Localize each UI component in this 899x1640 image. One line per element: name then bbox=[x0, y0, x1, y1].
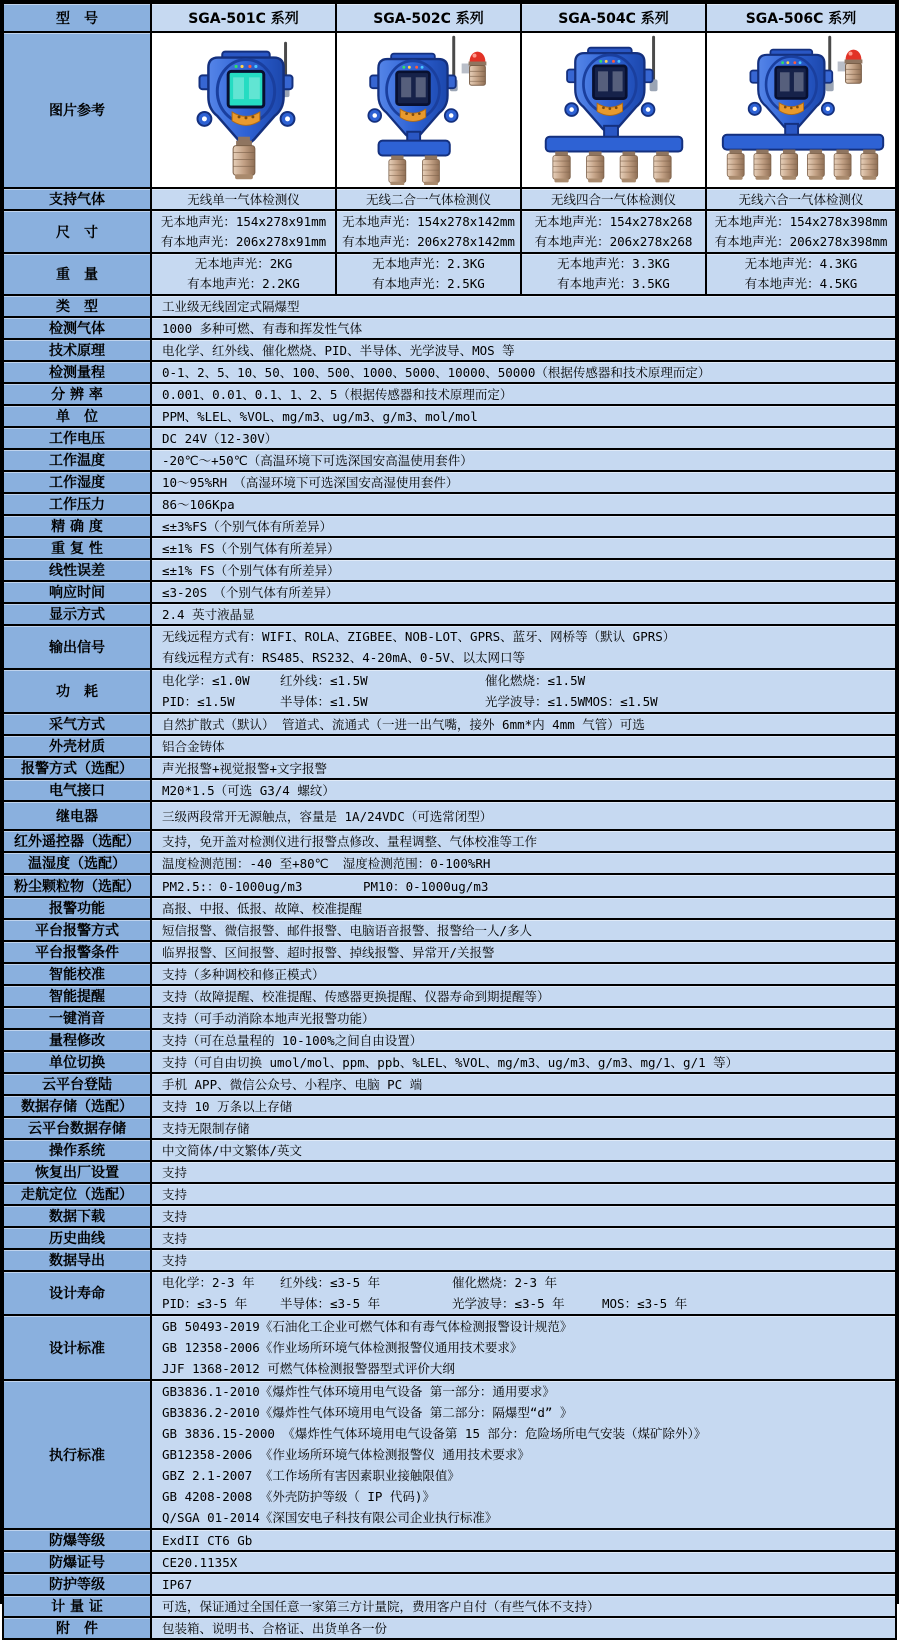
row-label-unit: 单 位 bbox=[3, 405, 151, 427]
row-value-data-storage: 支持 10 万条以上存储 bbox=[151, 1095, 896, 1117]
row-value-range: 0-1、2、5、10、50、100、500、1000、5000、10000、50000（根据传感器和技术原理而定） bbox=[151, 361, 896, 383]
spec-row-history-curve bbox=[3, 1227, 896, 1249]
lifetime-item: 催化燃烧：2-3 年 bbox=[452, 1275, 558, 1290]
model-header-sga-506c: SGA-506C 系列 bbox=[706, 3, 896, 32]
spec-row-voltage bbox=[3, 427, 896, 449]
output-signal-wired: 有线远程方式有：RS485、RS232、4-20mA、0-5V、以太网口等 bbox=[162, 650, 526, 665]
row-label-voltage: 工作电压 bbox=[3, 427, 151, 449]
row-label-temp-humidity: 温湿度（选配） bbox=[3, 852, 151, 874]
dimensions-501c bbox=[151, 210, 336, 253]
row-value-metrology-cert: 可选，保证通过全国任意一家第三方计量院，费用客户自付（有些气体不支持） bbox=[151, 1595, 896, 1617]
dimensions-502c bbox=[336, 210, 521, 253]
spec-row-work-temp bbox=[3, 449, 896, 471]
spec-row-principle bbox=[3, 339, 896, 361]
power-item: MOS：≤1.5W bbox=[585, 694, 658, 709]
exec-standard-line: GB3836.2-2010《爆炸性气体环境用电气设备 第二部分：隔爆型“d” 》 bbox=[162, 1405, 573, 1420]
spec-row-ir-remote bbox=[3, 830, 896, 852]
design-standard-row bbox=[3, 1315, 896, 1380]
row-label-smart-reminder: 智能提醒 bbox=[3, 985, 151, 1007]
output-signal-wireless: 无线远程方式有：WIFI、ROLA、ZIGBEE、NOB-LOT、GPRS、蓝牙、网桥等（默认 GPRS） bbox=[162, 629, 676, 644]
spec-row-factory-reset bbox=[3, 1161, 896, 1183]
row-label-dust: 粉尘颗粒物（选配） bbox=[3, 874, 151, 897]
dimension-line: 无本地声光：154x278x91mm bbox=[160, 213, 327, 229]
supported-gas-504c: 无线四合一气体检测仪 bbox=[521, 188, 706, 210]
spec-row-type bbox=[3, 295, 896, 317]
weight-line: 无本地声光：3.3KG bbox=[557, 256, 670, 271]
row-value-detect-gas: 1000 多种可燃、有毒和挥发性气体 bbox=[151, 317, 896, 339]
power-item: 光学波导：≤1.5W bbox=[485, 694, 586, 709]
row-label-explosion-class: 防爆等级 bbox=[3, 1529, 151, 1551]
row-value-gps: 支持 bbox=[151, 1183, 896, 1205]
row-value-accuracy: ≤±3%FS（个别气体有所差异） bbox=[151, 515, 896, 537]
row-value-voltage: DC 24V（12-30V） bbox=[151, 427, 896, 449]
row-label-housing: 外壳材质 bbox=[3, 735, 151, 757]
exec-standard-line: GBZ 2.1-2007 《工作场所有害因素职业接触限值》 bbox=[162, 1468, 460, 1483]
supported-gas-501c: 无线单一气体检测仪 bbox=[151, 188, 336, 210]
row-value-smart-calibration: 支持（多种调校和修正模式） bbox=[151, 963, 896, 985]
row-label-detect-gas: 检测气体 bbox=[3, 317, 151, 339]
row-value-unit-switch: 支持（可自由切换 umol/mol、ppm、ppb、%LEL、%VOL、mg/m3、ug/m3、g/m3、mg/1、g/1 等） bbox=[151, 1051, 896, 1073]
image-row bbox=[3, 32, 896, 188]
dust-row bbox=[3, 874, 896, 897]
row-label-design-standard: 设计标准 bbox=[3, 1315, 151, 1380]
dimension-line: 有本地声光：206x278x398mm bbox=[714, 233, 888, 249]
spec-row-smart-reminder bbox=[3, 985, 896, 1007]
lifetime-item: 半导体：≤3-5 年 bbox=[280, 1296, 381, 1311]
output-signal-row bbox=[3, 625, 896, 669]
row-label-os: 操作系统 bbox=[3, 1139, 151, 1161]
lifetime-item: PID：≤3-5 年 bbox=[162, 1296, 248, 1311]
exec-standard-line: GB 4208-2008 《外壳防护等级（ IP 代码)》 bbox=[162, 1489, 435, 1504]
row-value-work-humidity: 10～95%RH （高湿环境下可选深国安高湿使用套件） bbox=[151, 471, 896, 493]
row-label-exec-standard: 执行标准 bbox=[3, 1380, 151, 1529]
row-label-image: 图片参考 bbox=[3, 32, 151, 188]
design-standard-line: JJF 1368-2012 可燃气体检测报警器型式评价大纲 bbox=[162, 1361, 455, 1376]
spec-row-response-time bbox=[3, 581, 896, 603]
row-label-metrology-cert: 计 量 证 bbox=[3, 1595, 151, 1617]
row-value-electrical-interface: M20*1.5（可选 G3/4 螺纹） bbox=[151, 779, 896, 801]
row-value-exec-standard bbox=[151, 1380, 896, 1529]
row-value-explosion-class: ExdII CT6 Gb bbox=[151, 1529, 896, 1551]
row-label-gps: 走航定位（选配） bbox=[3, 1183, 151, 1205]
row-label-sampling: 采气方式 bbox=[3, 713, 151, 735]
humidity-range: 湿度检测范围：0-100%RH bbox=[342, 856, 491, 871]
exec-standard-line: GB3836.1-2010《爆炸性气体环境用电气设备 第一部分：通用要求》 bbox=[162, 1384, 555, 1399]
row-label-type: 类 型 bbox=[3, 295, 151, 317]
model-header-row bbox=[3, 3, 896, 32]
row-value-unit: PPM、%LEL、%VOL、mg/m3、ug/m3、g/m3、mol/mol bbox=[151, 405, 896, 427]
spec-row-one-key-mute bbox=[3, 1007, 896, 1029]
device-image-sga-501c bbox=[152, 35, 336, 185]
device-image-cell-502c bbox=[336, 32, 521, 188]
row-label-supported-gas: 支持气体 bbox=[3, 188, 151, 210]
spec-row-electrical-interface bbox=[3, 779, 896, 801]
row-value-linearity: ≤±1% FS（个别气体有所差异） bbox=[151, 559, 896, 581]
spec-row-data-storage bbox=[3, 1095, 896, 1117]
row-label-ir-remote: 红外遥控器（选配） bbox=[3, 830, 151, 852]
dimensions-504c bbox=[521, 210, 706, 253]
row-label-history-curve: 历史曲线 bbox=[3, 1227, 151, 1249]
power-item: PID：≤1.5W bbox=[162, 694, 235, 709]
spec-row-unit-switch bbox=[3, 1051, 896, 1073]
spec-row-unit bbox=[3, 405, 896, 427]
spec-row-work-humidity bbox=[3, 471, 896, 493]
model-header-sga-504c: SGA-504C 系列 bbox=[521, 3, 706, 32]
row-label-alarm-levels: 报警功能 bbox=[3, 897, 151, 919]
spec-row-gps bbox=[3, 1183, 896, 1205]
row-label-one-key-mute: 一键消音 bbox=[3, 1007, 151, 1029]
row-value-cloud-login: 手机 APP、微信公众号、小程序、电脑 PC 端 bbox=[151, 1073, 896, 1095]
spec-row-platform-alarm-methods bbox=[3, 919, 896, 941]
spec-row-repeatability bbox=[3, 537, 896, 559]
spec-row-sampling bbox=[3, 713, 896, 735]
row-value-housing: 铝合金铸体 bbox=[151, 735, 896, 757]
spec-row-accessories bbox=[3, 1617, 896, 1639]
exec-standard-row bbox=[3, 1380, 896, 1529]
device-image-cell-506c bbox=[706, 32, 896, 188]
row-value-design-standard bbox=[151, 1315, 896, 1380]
row-value-sampling: 自然扩散式（默认） 管道式、流通式（一进一出气嘴，接外 6mm*内 4mm 气管）可选 bbox=[151, 713, 896, 735]
exec-standard-line: GB12358-2006 《作业场所环境气体检测报警仪 通用技术要求》 bbox=[162, 1447, 530, 1462]
row-value-ip-rating: IP67 bbox=[151, 1573, 896, 1595]
spec-row-cloud-login bbox=[3, 1073, 896, 1095]
row-value-power bbox=[151, 669, 896, 713]
spec-row-ip-rating bbox=[3, 1573, 896, 1595]
dimension-line: 无本地声光：154x278x142mm bbox=[342, 213, 515, 229]
design-standard-line: GB 50493-2019《石油化工企业可燃气体和有毒气体检测报警设计规范》 bbox=[162, 1319, 573, 1334]
row-label-platform-alarm-conditions: 平台报警条件 bbox=[3, 941, 151, 963]
weight-line: 无本地声光：2.3KG bbox=[372, 256, 485, 271]
supported-gas-506c: 无线六合一气体检测仪 bbox=[706, 188, 896, 210]
row-value-repeatability: ≤±1% FS（个别气体有所差异） bbox=[151, 537, 896, 559]
row-label-weight: 重 量 bbox=[3, 253, 151, 295]
spec-row-pressure bbox=[3, 493, 896, 515]
spec-row-cloud-storage bbox=[3, 1117, 896, 1139]
row-label-ip-rating: 防护等级 bbox=[3, 1573, 151, 1595]
spec-row-data-export bbox=[3, 1249, 896, 1271]
dimension-line: 有本地声光：206x278x268 bbox=[534, 233, 693, 249]
spec-row-alarm-mode bbox=[3, 757, 896, 779]
device-image-sga-506c bbox=[707, 35, 896, 185]
spec-row-accuracy bbox=[3, 515, 896, 537]
row-value-display: 2.4 英寸液晶显 bbox=[151, 603, 896, 625]
exec-standard-line: Q/SGA 01-2014《深国安电子科技有限公司企业执行标准》 bbox=[162, 1510, 498, 1525]
power-consumption-row bbox=[3, 669, 896, 713]
row-value-platform-alarm-conditions: 临界报警、区间报警、超时报警、掉线报警、异常开/关报警 bbox=[151, 941, 896, 963]
spec-row-housing bbox=[3, 735, 896, 757]
supported-gas-row bbox=[3, 188, 896, 210]
spec-row-smart-calibration bbox=[3, 963, 896, 985]
row-label-range: 检测量程 bbox=[3, 361, 151, 383]
weight-506c bbox=[706, 253, 896, 295]
power-item: 催化燃烧：≤1.5W bbox=[485, 673, 586, 688]
device-image-sga-504c bbox=[522, 35, 706, 185]
row-label-power: 功 耗 bbox=[3, 669, 151, 713]
pm25-range: PM2.5:：0-1000ug/m3 bbox=[162, 878, 303, 894]
spec-row-range bbox=[3, 361, 896, 383]
row-label-electrical-interface: 电气接口 bbox=[3, 779, 151, 801]
row-label-data-export: 数据导出 bbox=[3, 1249, 151, 1271]
row-label-resolution: 分 辨 率 bbox=[3, 383, 151, 405]
weight-line: 有本地声光：2.2KG bbox=[187, 276, 300, 291]
row-value-cloud-storage: 支持无限制存储 bbox=[151, 1117, 896, 1139]
row-label-data-download: 数据下载 bbox=[3, 1205, 151, 1227]
design-standard-line: GB 12358-2006《作业场所环境气体检测报警仪通用技术要求》 bbox=[162, 1340, 523, 1355]
spec-row-linearity bbox=[3, 559, 896, 581]
supported-gas-502c: 无线二合一气体检测仪 bbox=[336, 188, 521, 210]
row-value-output-signal bbox=[151, 625, 896, 669]
row-label-range-adjust: 量程修改 bbox=[3, 1029, 151, 1051]
temp-humidity-row bbox=[3, 852, 896, 874]
row-label-smart-calibration: 智能校准 bbox=[3, 963, 151, 985]
row-value-one-key-mute: 支持（可手动消除本地声光报警功能） bbox=[151, 1007, 896, 1029]
spec-row-display bbox=[3, 603, 896, 625]
weight-504c bbox=[521, 253, 706, 295]
spec-row-data-download bbox=[3, 1205, 896, 1227]
row-label-factory-reset: 恢复出厂设置 bbox=[3, 1161, 151, 1183]
power-item: 红外线：≤1.5W bbox=[280, 673, 368, 688]
row-label-repeatability: 重 复 性 bbox=[3, 537, 151, 559]
row-value-accessories: 包装箱、说明书、合格证、出货单各一份 bbox=[151, 1617, 896, 1639]
row-label-platform-alarm-methods: 平台报警方式 bbox=[3, 919, 151, 941]
row-label-display: 显示方式 bbox=[3, 603, 151, 625]
row-label-linearity: 线性误差 bbox=[3, 559, 151, 581]
spec-row-os bbox=[3, 1139, 896, 1161]
spec-row-resolution bbox=[3, 383, 896, 405]
row-value-data-download: 支持 bbox=[151, 1205, 896, 1227]
row-label-work-humidity: 工作湿度 bbox=[3, 471, 151, 493]
row-label-relay: 继电器 bbox=[3, 801, 151, 830]
spec-row-relay bbox=[3, 801, 896, 830]
row-value-type: 工业级无线固定式隔爆型 bbox=[151, 295, 896, 317]
model-header-sga-502c: SGA-502C 系列 bbox=[336, 3, 521, 32]
spec-row-alarm-levels bbox=[3, 897, 896, 919]
row-label-data-storage: 数据存储（选配） bbox=[3, 1095, 151, 1117]
lifetime-row bbox=[3, 1271, 896, 1315]
row-value-alarm-levels: 高报、中报、低报、故障、校准提醒 bbox=[151, 897, 896, 919]
weight-line: 有本地声光：3.5KG bbox=[557, 276, 670, 291]
dimension-line: 有本地声光：206x278x142mm bbox=[342, 233, 515, 249]
row-label-explosion-cert: 防爆证号 bbox=[3, 1551, 151, 1573]
row-value-principle: 电化学、红外线、催化燃烧、PID、半导体、光学波导、MOS 等 bbox=[151, 339, 896, 361]
weight-line: 有本地声光：4.5KG bbox=[744, 276, 858, 291]
row-value-os: 中文简体/中文繁体/英文 bbox=[151, 1139, 896, 1161]
row-value-factory-reset: 支持 bbox=[151, 1161, 896, 1183]
spec-row-detect-gas bbox=[3, 317, 896, 339]
row-label-principle: 技术原理 bbox=[3, 339, 151, 361]
dimensions-506c bbox=[706, 210, 896, 253]
row-value-resolution: 0.001、0.01、0.1、1、2、5（根据传感器和技术原理而定） bbox=[151, 383, 896, 405]
row-value-work-temp: -20℃～+50℃（高温环境下可选深国安高温使用套件） bbox=[151, 449, 896, 471]
row-label-lifetime: 设计寿命 bbox=[3, 1271, 151, 1315]
row-label-response-time: 响应时间 bbox=[3, 581, 151, 603]
row-label-alarm-mode: 报警方式（选配） bbox=[3, 757, 151, 779]
weight-line: 无本地声光：4.3KG bbox=[744, 256, 858, 271]
row-value-relay: 三级两段常开无源触点，容量是 1A/24VDC（可选常闭型） bbox=[151, 801, 896, 830]
exec-standard-line: GB 3836.15-2000 《爆炸性气体环境用电气设备第 15 部分：危险场所电气安装（煤矿除外）》 bbox=[162, 1426, 707, 1441]
row-value-response-time: ≤3-20S （个别气体有所差异） bbox=[151, 581, 896, 603]
spec-row-metrology-cert bbox=[3, 1595, 896, 1617]
row-value-pressure: 86～106Kpa bbox=[151, 493, 896, 515]
dimension-line: 有本地声光：206x278x91mm bbox=[160, 233, 327, 249]
row-value-lifetime bbox=[151, 1271, 896, 1315]
row-label-accuracy: 精 确 度 bbox=[3, 515, 151, 537]
model-header-sga-501c: SGA-501C 系列 bbox=[151, 3, 336, 32]
row-label-cloud-storage: 云平台数据存储 bbox=[3, 1117, 151, 1139]
row-value-range-adjust: 支持（可在总量程的 10-100%之间自由设置） bbox=[151, 1029, 896, 1051]
lifetime-item: 红外线：≤3-5 年 bbox=[280, 1275, 381, 1290]
row-value-smart-reminder: 支持（故障提醒、校准提醒、传感器更换提醒、仪器寿命到期提醒等） bbox=[151, 985, 896, 1007]
row-value-explosion-cert: CE20.1135X bbox=[151, 1551, 896, 1573]
row-label-output-signal: 输出信号 bbox=[3, 625, 151, 669]
weight-line: 无本地声光：2KG bbox=[194, 256, 293, 271]
lifetime-item: 电化学：2-3 年 bbox=[162, 1275, 255, 1290]
row-value-platform-alarm-methods: 短信报警、微信报警、邮件报警、电脑语音报警、报警给一人/多人 bbox=[151, 919, 896, 941]
row-value-temp-humidity bbox=[151, 852, 896, 874]
device-image-sga-502c bbox=[337, 35, 521, 185]
row-label-pressure: 工作压力 bbox=[3, 493, 151, 515]
row-label-accessories: 附 件 bbox=[3, 1617, 151, 1639]
weight-row bbox=[3, 253, 896, 295]
row-label-cloud-login: 云平台登陆 bbox=[3, 1073, 151, 1095]
device-image-cell-504c bbox=[521, 32, 706, 188]
lifetime-item: 光学波导：≤3-5 年 bbox=[452, 1296, 565, 1311]
row-label-model: 型 号 bbox=[3, 3, 151, 32]
weight-501c bbox=[151, 253, 336, 295]
temp-range: 温度检测范围：-40 至+80℃ bbox=[162, 856, 329, 871]
spec-row-explosion-class bbox=[3, 1529, 896, 1551]
spec-row-explosion-cert bbox=[3, 1551, 896, 1573]
dimension-line: 无本地声光：154x278x398mm bbox=[714, 213, 888, 229]
dimension-line: 无本地声光：154x278x268 bbox=[534, 213, 693, 229]
spec-table bbox=[2, 2, 897, 1640]
dimensions-row bbox=[3, 210, 896, 253]
power-item: 半导体：≤1.5W bbox=[280, 694, 368, 709]
row-value-data-export: 支持 bbox=[151, 1249, 896, 1271]
row-value-ir-remote: 支持，免开盖对检测仪进行报警点修改、量程调整、气体校准等工作 bbox=[151, 830, 896, 852]
row-label-dimensions: 尺 寸 bbox=[3, 210, 151, 253]
weight-line: 有本地声光：2.5KG bbox=[372, 276, 485, 291]
row-value-dust bbox=[151, 874, 896, 897]
lifetime-item: MOS：≤3-5 年 bbox=[602, 1296, 688, 1311]
device-image-cell-501c bbox=[151, 32, 336, 188]
pm10-range: PM10：0-1000ug/m3 bbox=[363, 878, 489, 894]
row-label-work-temp: 工作温度 bbox=[3, 449, 151, 471]
spec-row-platform-alarm-conditions bbox=[3, 941, 896, 963]
row-value-alarm-mode: 声光报警+视觉报警+文字报警 bbox=[151, 757, 896, 779]
weight-502c bbox=[336, 253, 521, 295]
spec-row-range-adjust bbox=[3, 1029, 896, 1051]
row-label-unit-switch: 单位切换 bbox=[3, 1051, 151, 1073]
row-value-history-curve: 支持 bbox=[151, 1227, 896, 1249]
power-item: 电化学：≤1.0W bbox=[162, 673, 250, 688]
